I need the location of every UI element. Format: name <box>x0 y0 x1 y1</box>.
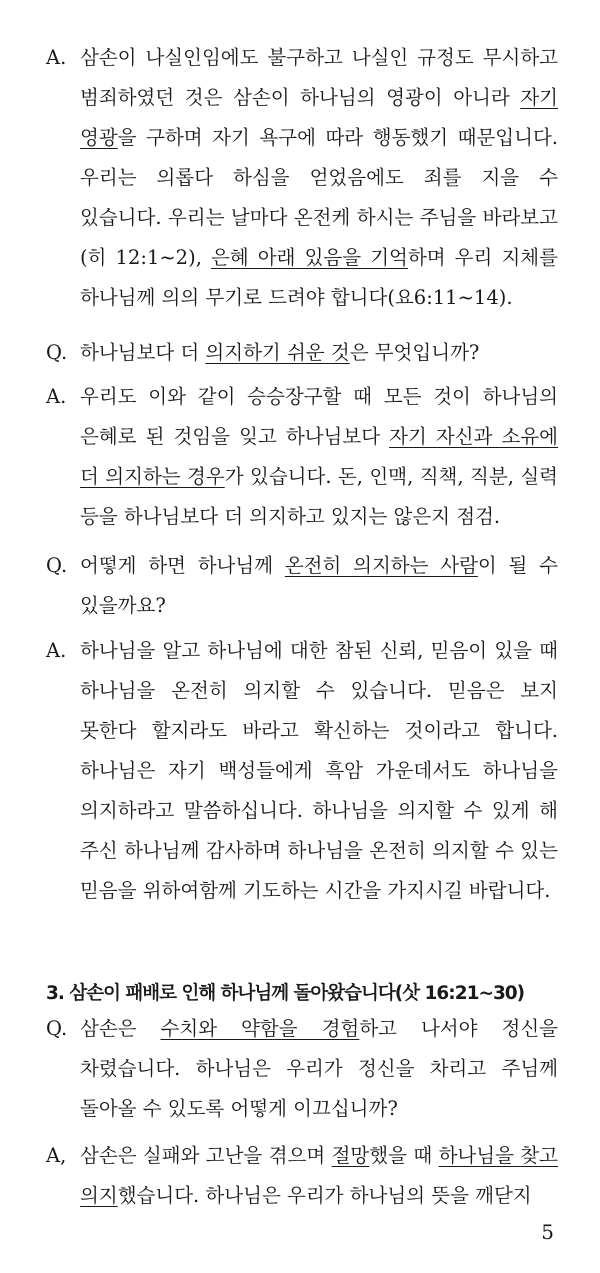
answer-block <box>46 631 560 911</box>
text-segment: 하나님보다 더 <box>80 341 206 364</box>
text-segment: 은 무엇입니까? <box>349 341 480 364</box>
question-text <box>80 1009 558 1129</box>
underlined-phrase: 의지하기 쉬운 것 <box>205 341 350 364</box>
answer-text <box>80 631 558 911</box>
question-label: Q. <box>46 1017 68 1040</box>
question-label: Q. <box>46 554 68 577</box>
text-segment: 어떻게 하면 하나님께 <box>80 554 285 577</box>
answer-label: A. <box>46 385 67 408</box>
question-block <box>46 546 560 626</box>
text-segment: 하고 나서야 정신을 차렸습니다. 하나님은 우리가 정신을 차리고 주님께 돌아올 수 있도록 어떻게 이끄십니까? <box>80 1017 558 1120</box>
underlined-phrase: 은혜 아래 있음을 기억 <box>211 246 408 269</box>
text-segment: 하며 우리 지체를 하나님께 의의 무기로 드려야 합니다(요6:11~14). <box>80 246 558 309</box>
answer-text <box>80 38 558 318</box>
underlined-phrase: 온전히 의지하는 사람 <box>284 554 478 577</box>
answer-text <box>80 1136 558 1216</box>
section-heading: 3. 삼손이 패배로 인해 하나님께 돌아왔습니다(삿 16:21~30) <box>46 983 525 1004</box>
answer-label: A. <box>46 46 67 69</box>
text-segment: 이 될 수 있을까요? <box>80 554 558 617</box>
question-text <box>80 333 558 373</box>
answer-label: A, <box>46 1144 67 1167</box>
question-label: Q. <box>46 341 68 364</box>
question-block <box>46 333 560 373</box>
underlined-phrase: 자기 자신과 소유에 더 의지하는 경우 <box>80 425 559 488</box>
question-block <box>46 1009 560 1129</box>
underlined-phrase: 자기 영광 <box>80 86 558 149</box>
text-segment: 가 있습니다. 돈, 인맥, 직책, 직분, 실력 등을 하나님보다 더 의지하고 있지는 않은지 점검. <box>80 465 558 528</box>
answer-block <box>46 1136 560 1216</box>
text-segment: 삼손은 실패와 고난을 겪으며 <box>80 1144 332 1167</box>
text-segment: 우리도 이와 같이 승승장구할 때 모든 것이 하나님의 은혜로 된 것임을 잊고 하나님보다 <box>80 385 558 448</box>
text-segment: 했습니다. 하나님은 우리가 하나님의 뜻을 깨닫지 <box>117 1184 532 1207</box>
text-segment: 했을 때 <box>369 1144 439 1167</box>
underlined-phrase: 하나님을 찾고 의지 <box>80 1144 558 1207</box>
underlined-phrase: 수치와 약함을 경험 <box>160 1017 360 1040</box>
answer-text <box>80 377 558 537</box>
answer-label: A. <box>46 639 67 662</box>
page-number: 5 <box>541 1220 554 1244</box>
text-segment: 하나님을 알고 하나님에 대한 참된 신뢰, 믿음이 있을 때 하나님을 온전히 의지할 수 있습니다. 믿음은 보지 못한다 할지라도 바라고 확신하는 것이라고 합니다. 하나님은 자기 백성들에게 흑암 가운데서도 하나님을 의지하라고 말씀하십니다. 하나님을 의지할 수 있게 해 주신 하나님께 감사하며 하나님을 온전히 의지할 수 있는 믿음을 위하여함께 기도하는 시간을 가지시길 바랍니다. <box>80 639 558 902</box>
text-segment: 삼손은 <box>80 1017 161 1040</box>
answer-block <box>46 38 560 318</box>
text-segment: 삼손이 나실인임에도 불구하고 나실인 규정도 무시하고 범죄하였던 것은 삼손이 하나님의 영광이 아니라 <box>80 46 558 109</box>
answer-block <box>46 377 560 537</box>
text-segment: 을 구하며 자기 욕구에 따라 행동했기 때문입니다. 우리는 의롭다 하심을 얻었음에도 죄를 지을 수 있습니다. 우리는 날마다 온전케 하시는 주님을 바라보고(히 12:1~2), <box>80 126 558 269</box>
underlined-phrase: 절망 <box>331 1144 370 1167</box>
question-text <box>80 546 558 626</box>
